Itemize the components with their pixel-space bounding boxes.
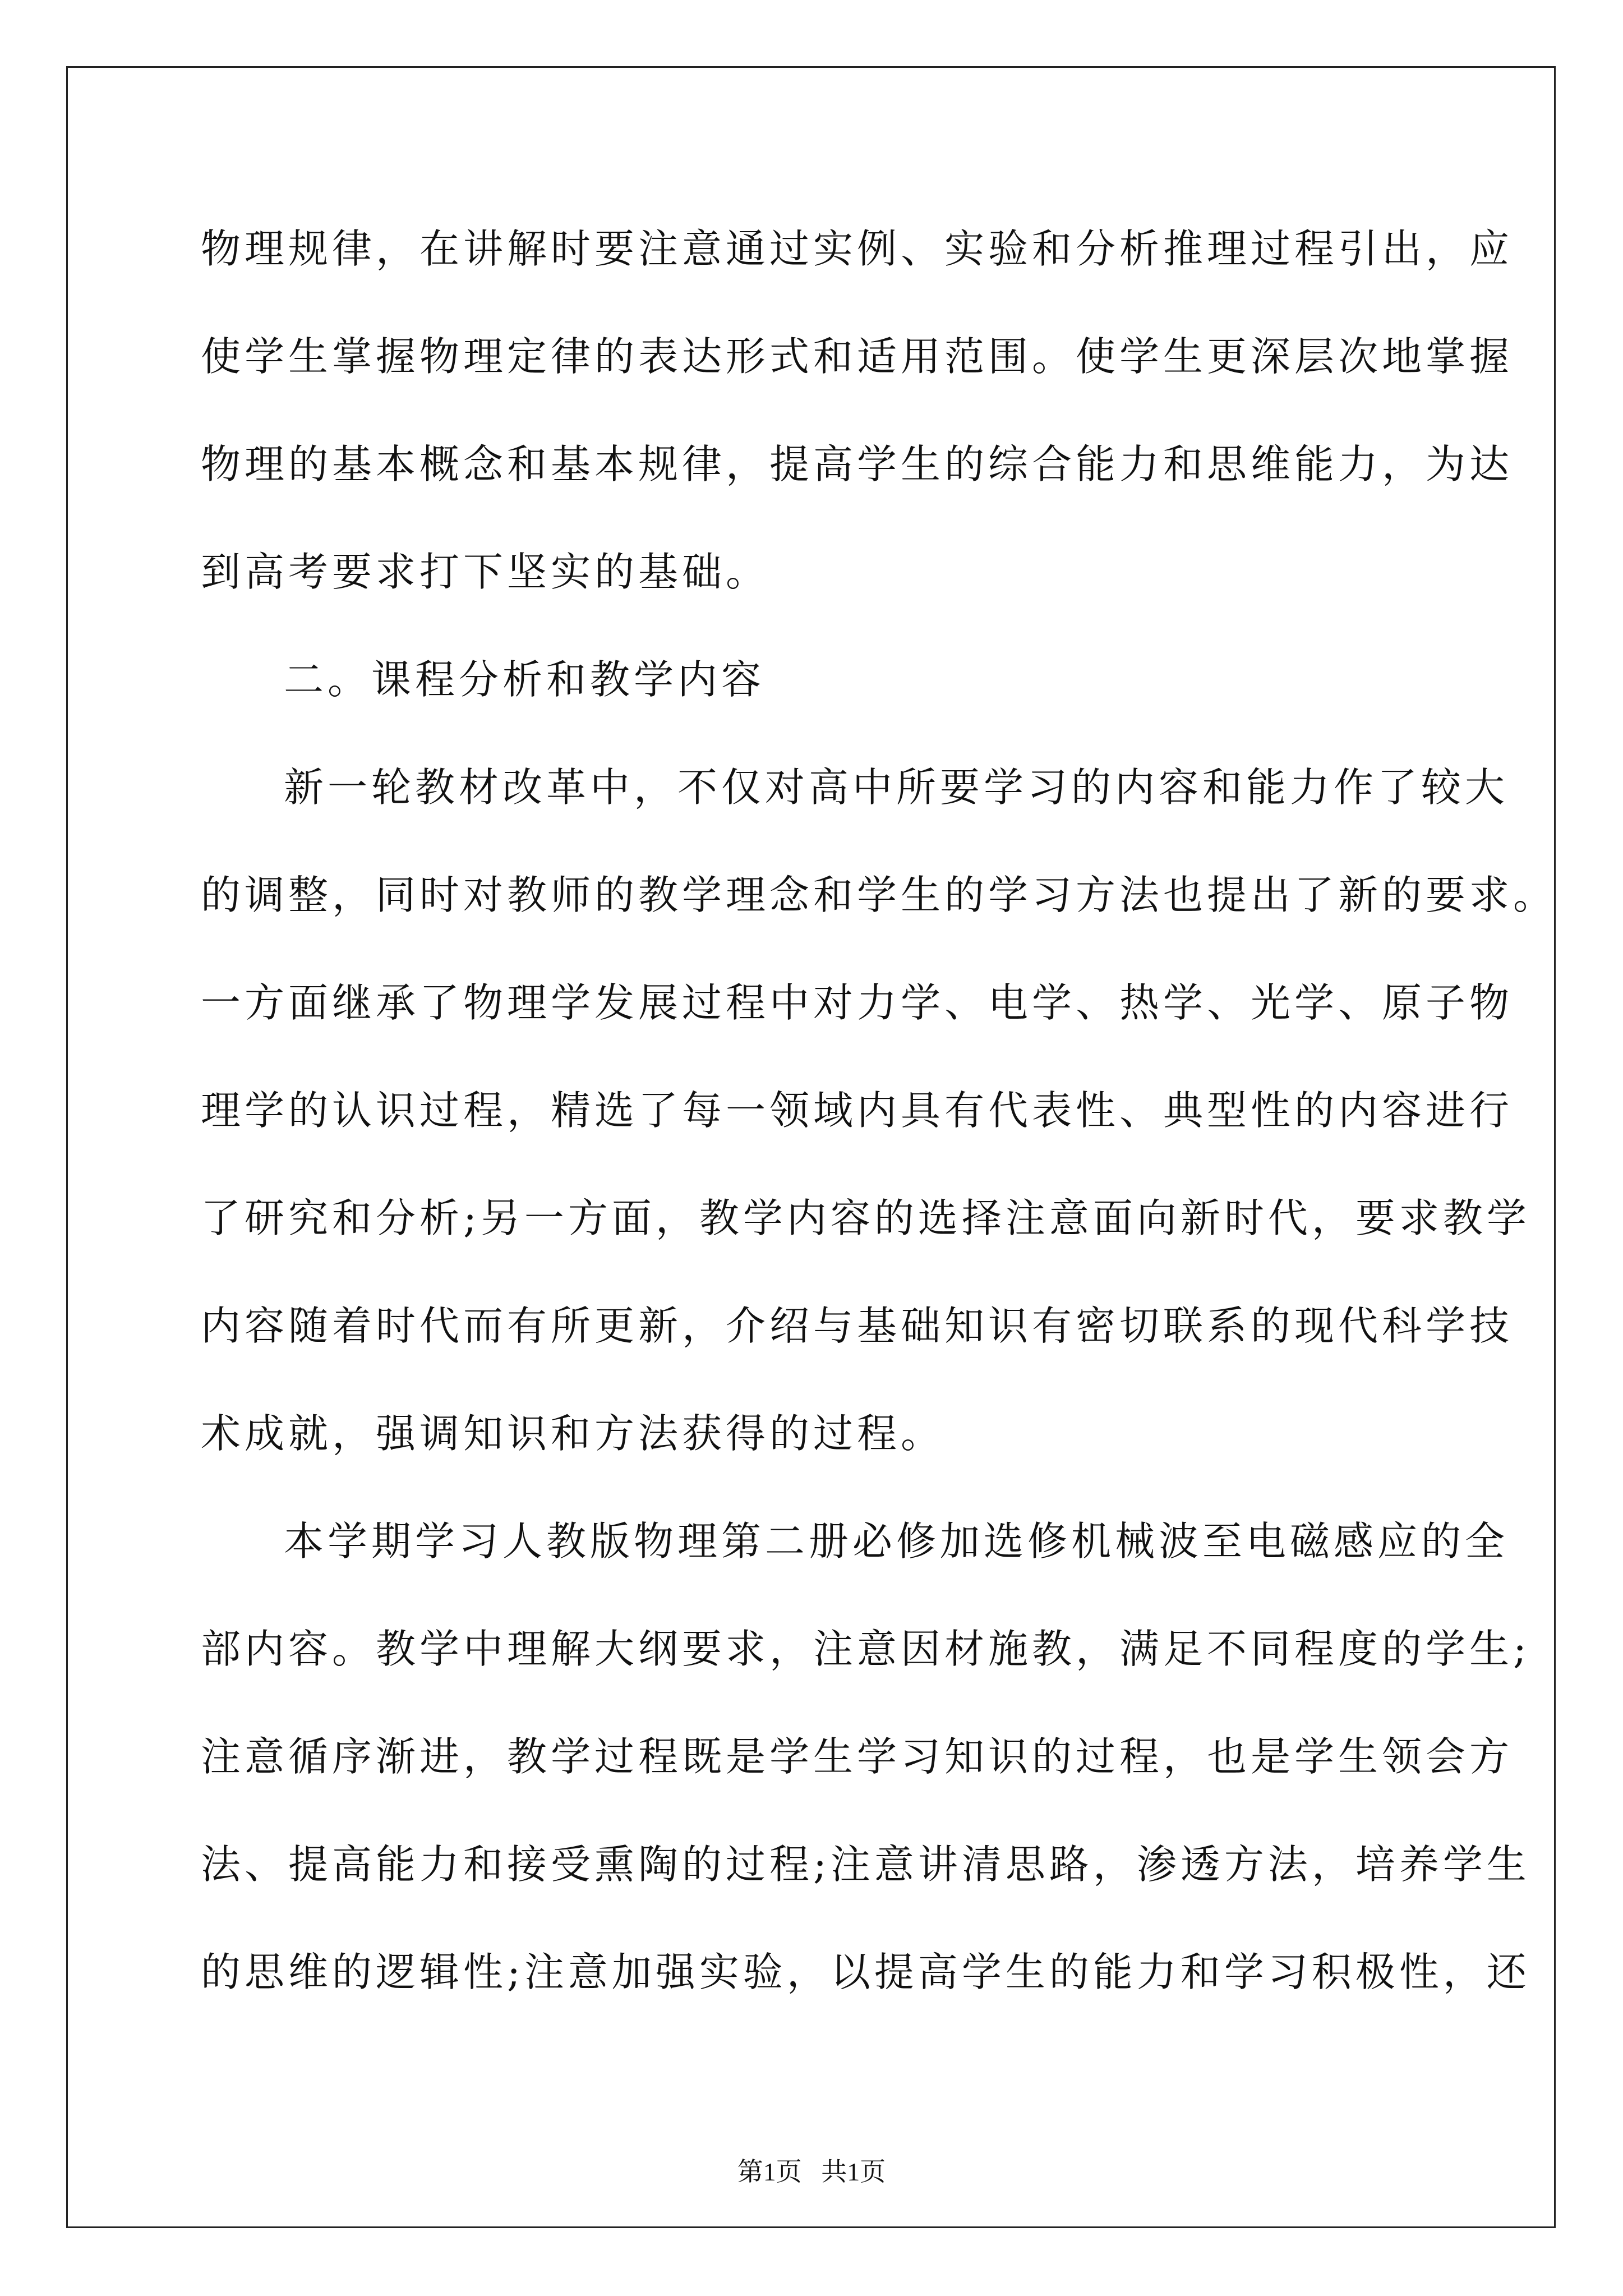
text-line: 术成就，强调知识和方法获得的过程。 [201,1410,945,1457]
text-line: 一方面继承了物理学发展过程中对力学、电学、热学、光学、原子物 [201,979,1514,1026]
text-line: 注意循序渐进，教学过程既是学生学习知识的过程，也是学生领会方 [201,1733,1514,1780]
page-number: 第1页 [737,2157,802,2186]
page-border [66,66,1556,2228]
text-line: 到高考要求打下坚实的基础。 [201,549,770,595]
text-line: 的调整，同时对教师的教学理念和学生的学习方法也提出了新的要求。 [201,872,1557,918]
text-line: 新一轮教材改革中，不仅对高中所要学习的内容和能力作了较大 [284,764,1509,811]
text-line: 了研究和分析;另一方面，教学内容的选择注意面向新时代，要求教学 [201,1195,1530,1241]
page-total: 共1页 [821,2157,886,2186]
text-line: 物理的基本概念和基本规律，提高学生的综合能力和思维能力，为达 [201,441,1514,487]
text-line: 使学生掌握物理定律的表达形式和适用范围。使学生更深层次地掌握 [201,333,1514,380]
text-line: 理学的认识过程，精选了每一领域内具有代表性、典型性的内容进行 [201,1087,1514,1134]
footer-gap [802,2157,822,2186]
page-footer [0,2155,1623,2189]
text-line: 部内容。教学中理解大纲要求，注意因材施教，满足不同程度的学生; [201,1626,1530,1672]
text-line: 物理规律，在讲解时要注意通过实例、实验和分析推理过程引出，应 [201,226,1514,272]
text-line: 内容随着时代而有所更新，介绍与基础知识有密切联系的现代科学技 [201,1303,1514,1349]
text-line: 的思维的逻辑性;注意加强实验，以提高学生的能力和学习积极性，还 [201,1949,1530,1995]
section-heading: 二。课程分析和教学内容 [284,656,766,703]
text-line: 法、提高能力和接受熏陶的过程;注意讲清思路，渗透方法，培养学生 [201,1841,1530,1888]
text-line: 本学期学习人教版物理第二册必修加选修机械波至电磁感应的全 [284,1518,1509,1565]
